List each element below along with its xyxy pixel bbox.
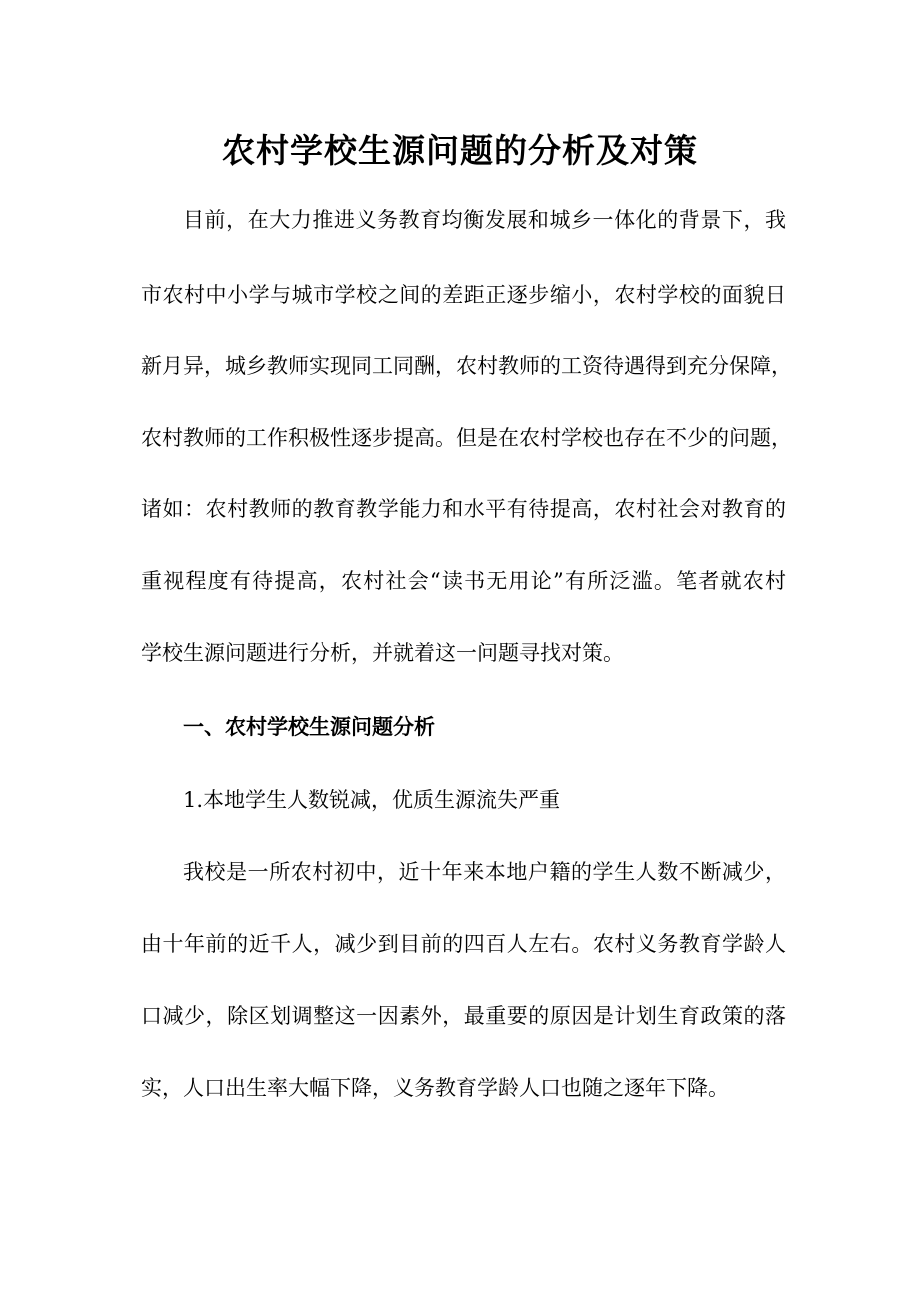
paragraph-line: 新月异，城乡教师实现同工同酬，农村教师的工资待遇得到充分保障， [141, 354, 792, 378]
section-heading: 一、农村学校生源问题分析 [183, 714, 435, 739]
document-title: 农村学校生源问题的分析及对策 [222, 131, 698, 170]
paragraph-line: 农村教师的工作积极性逐步提高。但是在农村学校也存在不少的问题， [141, 426, 792, 450]
paragraph-line: 由十年前的近千人，减少到目前的四百人左右。农村义务教育学龄人 [141, 932, 786, 956]
subsection-heading: 1.本地学生人数锐减，优质生源流失严重 [183, 788, 561, 812]
paragraph-line: 市农村中小学与城市学校之间的差距正逐步缩小，农村学校的面貌日 [141, 283, 786, 307]
paragraph-line: 学校生源问题进行分析，并就着这一问题寻找对策。 [141, 641, 624, 665]
paragraph-line: 诸如：农村教师的教育教学能力和水平有待提高，农村社会对教育的 [141, 497, 786, 521]
paragraph-line: 重视程度有待提高，农村社会“读书无用论”有所泛滥。笔者就农村 [141, 569, 786, 593]
paragraph-line: 我校是一所农村初中，近十年来本地户籍的学生人数不断减少， [183, 860, 786, 884]
paragraph-line: 口减少，除区划调整这一因素外，最重要的原因是计划生育政策的落 [141, 1004, 786, 1028]
paragraph-line: 目前，在大力推进义务教育均衡发展和城乡一体化的背景下，我 [183, 208, 786, 232]
paragraph-line: 实，人口出生率大幅下降，义务教育学龄人口也随之逐年下降。 [141, 1076, 729, 1100]
